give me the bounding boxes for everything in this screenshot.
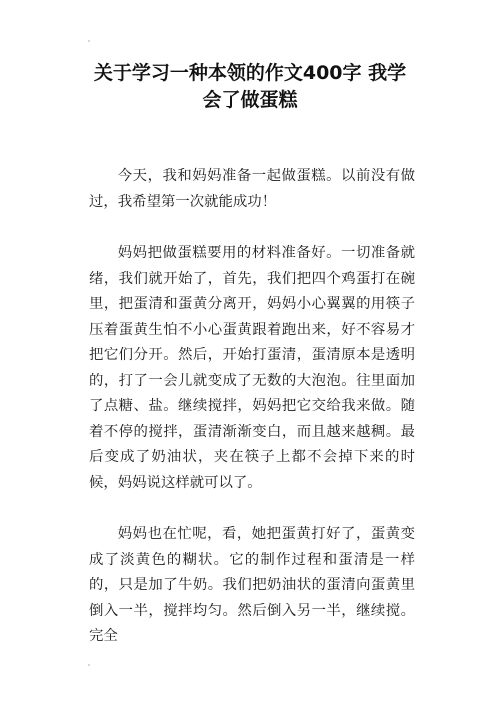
document-body xyxy=(89,164,415,676)
title-line-2: 会了做蛋糕 xyxy=(202,89,298,111)
document-title xyxy=(60,60,440,114)
paragraph-1: 今天，我和妈妈准备一起做蛋糕。以前没有做过，我希望第一次就能成功！ xyxy=(89,168,415,210)
page-corner-mark-top xyxy=(88,40,90,42)
title-line-1: 关于学习一种本领的作文400字 我学 xyxy=(93,62,407,84)
paragraph-3: 妈妈也在忙呢，看，她把蛋黄打好了，蛋黄变成了淡黄色的糊状。它的制作过程和蛋清是一样的，只是加了牛奶。我们把奶油状的蛋清向蛋黄里倒入一半，搅拌均匀。然后倒入另一半，继续搅。完全 xyxy=(89,526,415,644)
paragraph-2: 妈妈把做蛋糕要用的材料准备好。一切准备就绪，我们就开始了，首先，我们把四个鸡蛋打在碗里，把蛋清和蛋黄分离开，妈妈小心翼翼的用筷子压着蛋黄生怕不小心蛋黄跟着跑出来，好不容易才把它们分开。然后，开始打蛋清，蛋清原本是透明的，打了一会儿就变成了无数的大泡泡。往里面加了点糖、盐。继续搅拌，妈妈把它交给我来做。随着不停的搅拌，蛋清渐渐变白，而且越来越稠。最后变成了奶油状，夹在筷子上都不会掉下来的时候，妈妈说这样就可以了。 xyxy=(89,245,415,491)
